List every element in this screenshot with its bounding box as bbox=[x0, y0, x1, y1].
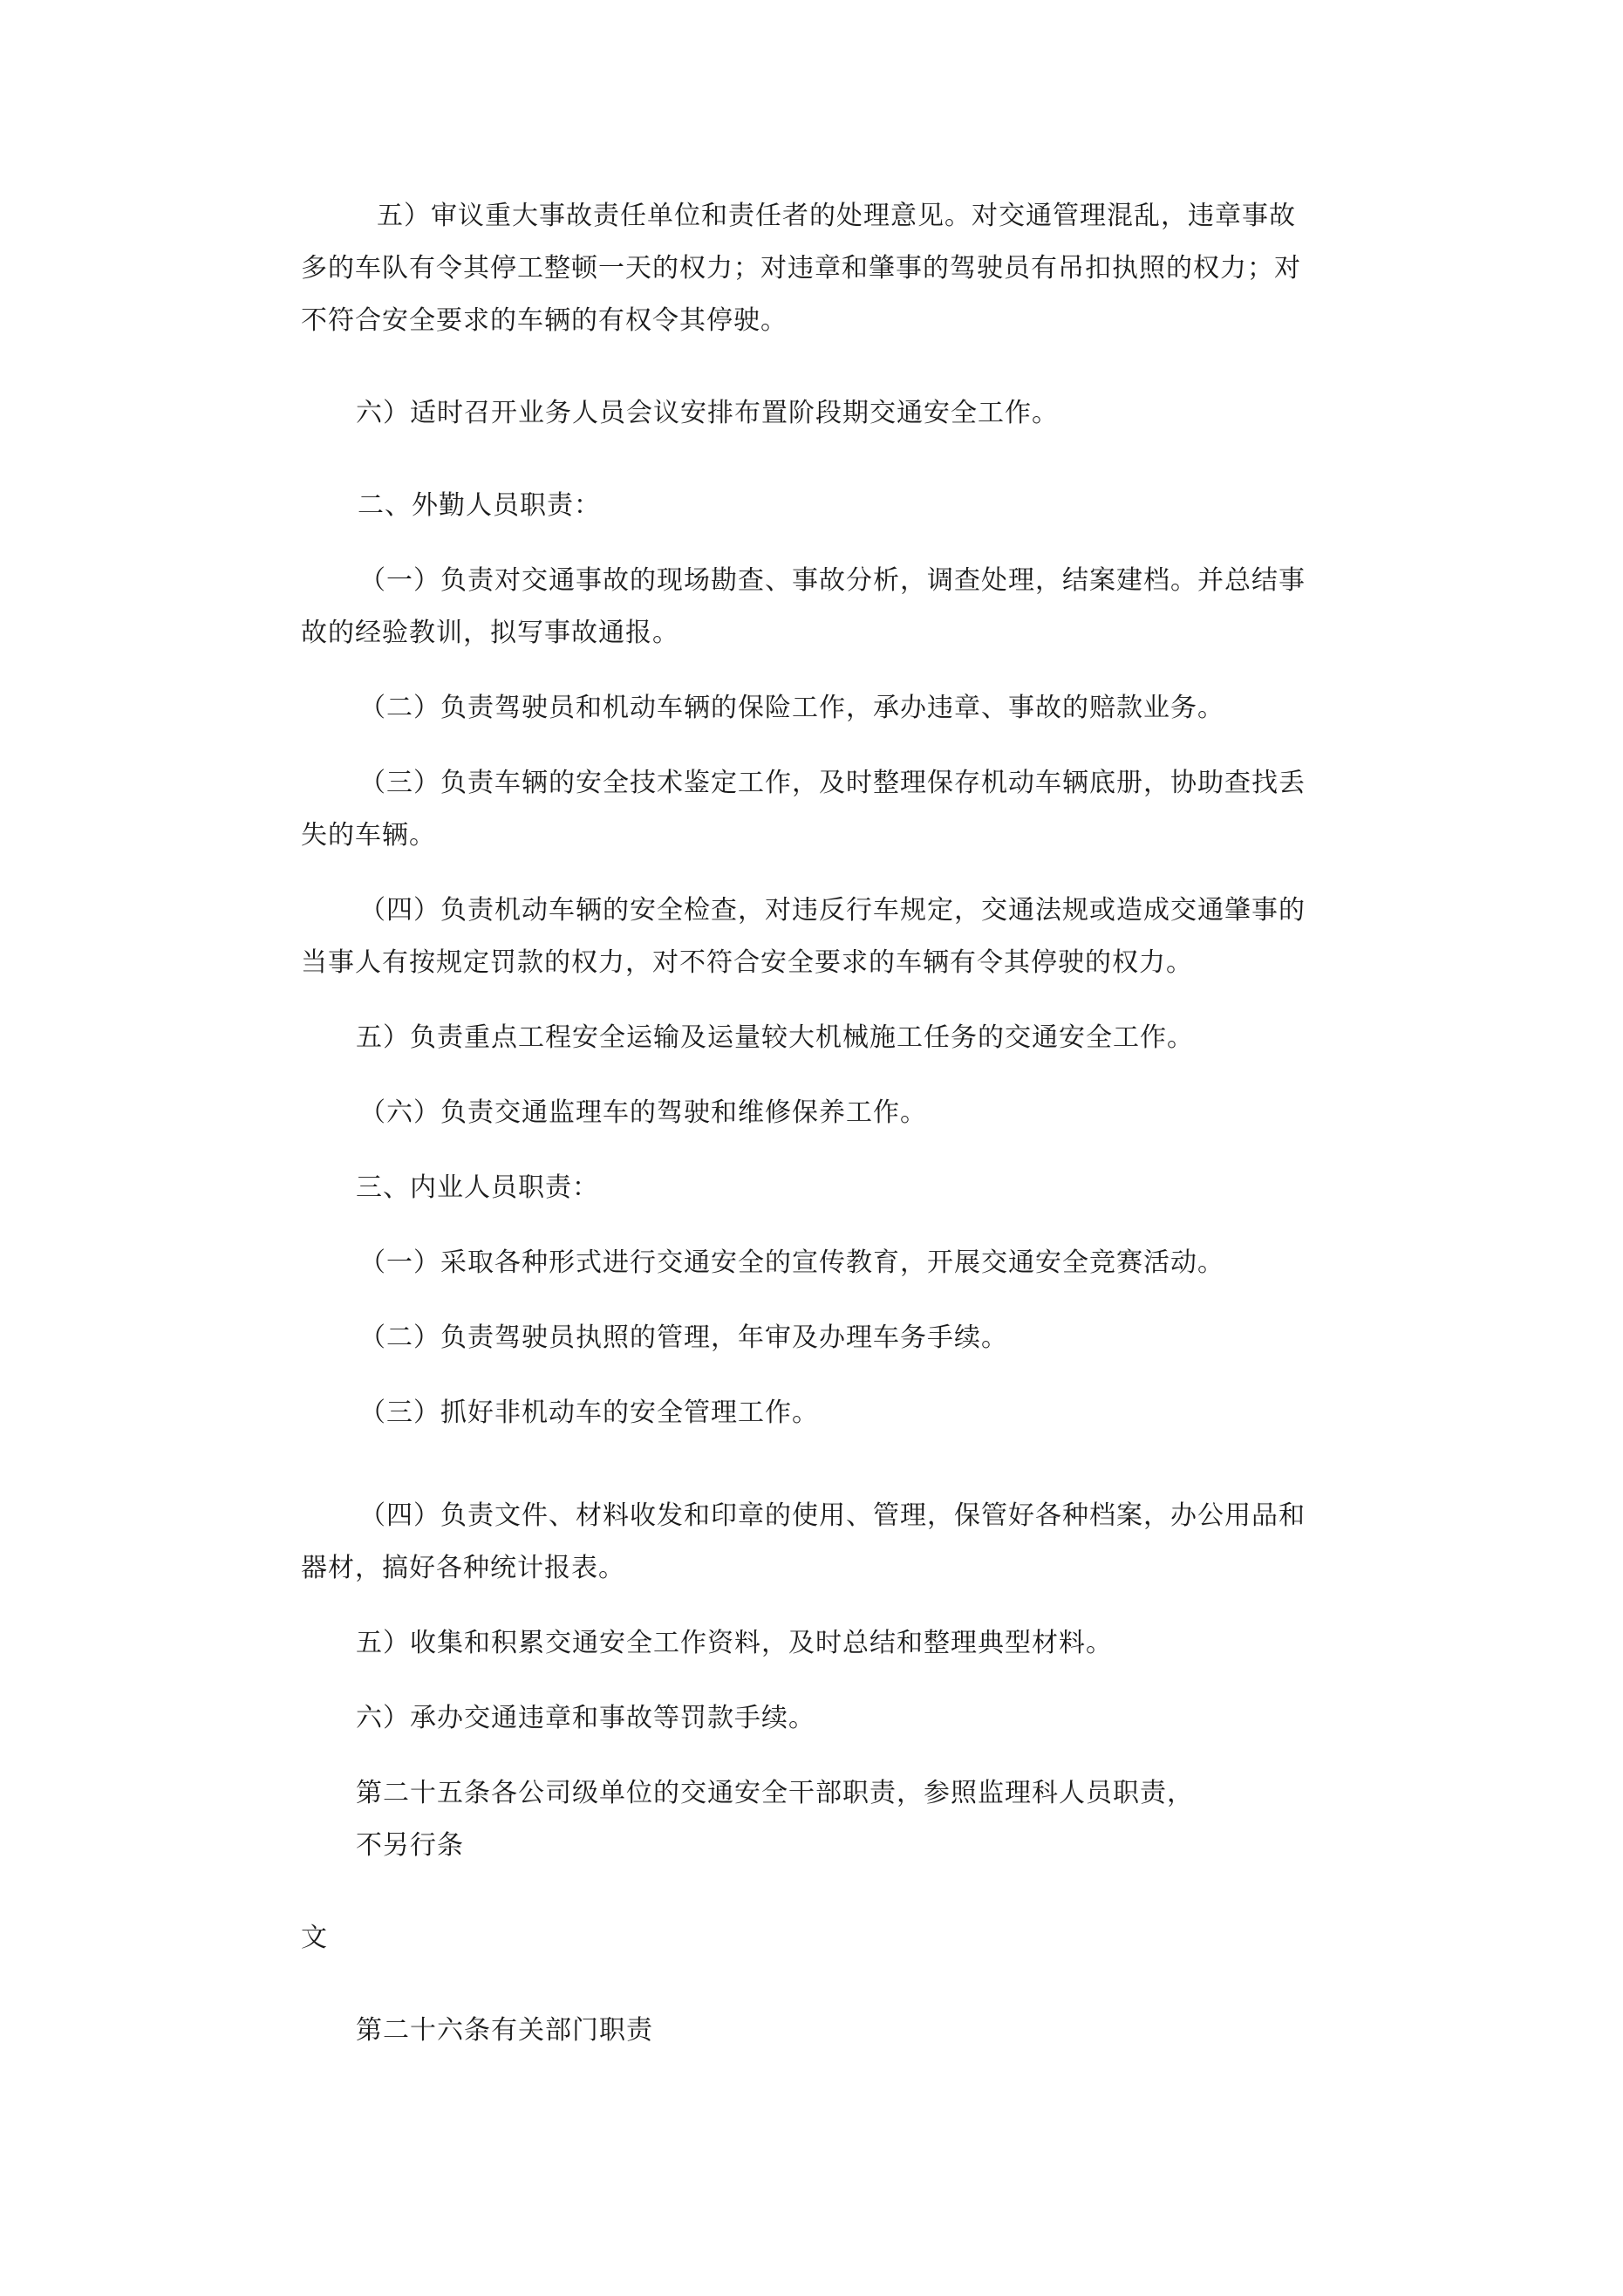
text-line: （一）负责对交通事故的现场勘查、事故分析，调查处理，结案建档。并总结事 bbox=[359, 565, 1306, 596]
text-line: 多的车队有令其停工整顿一天的权力；对违章和肇事的驾驶员有吊扣执照的权力；对 bbox=[301, 253, 1301, 284]
text-line: （三）负责车辆的安全技术鉴定工作，及时整理保存机动车辆底册，协助查找丢 bbox=[359, 768, 1306, 798]
text-line: （四）负责机动车辆的安全检查，对违反行车规定，交通法规或造成交通肇事的 bbox=[359, 895, 1306, 926]
text-line: （二）负责驾驶员执照的管理，年审及办理车务手续。 bbox=[359, 1322, 1008, 1353]
text-line: 器材，搞好各种统计报表。 bbox=[301, 1553, 625, 1583]
text-line: 第二十五条各公司级单位的交通安全干部职责，参照监理科人员职责， bbox=[356, 1778, 1194, 1808]
text-line: 三、内业人员职责： bbox=[356, 1172, 599, 1203]
text-line: 不另行条 bbox=[356, 1830, 464, 1861]
text-line: 二、外勤人员职责： bbox=[358, 490, 601, 521]
text-line: 第二十六条有关部门职责 bbox=[356, 2015, 653, 2046]
text-line: 六）承办交通违章和事故等罚款手续。 bbox=[356, 1703, 815, 1733]
text-line: 五）收集和积累交通安全工作资料，及时总结和整理典型材料。 bbox=[356, 1628, 1113, 1658]
text-line: 文 bbox=[301, 1923, 328, 1953]
text-line: 故的经验教训，拟写事故通报。 bbox=[301, 618, 679, 648]
text-line: （六）负责交通监理车的驾驶和维修保养工作。 bbox=[359, 1097, 927, 1128]
text-line: 当事人有按规定罚款的权力，对不符合安全要求的车辆有令其停驶的权力。 bbox=[301, 947, 1193, 978]
text-line: 五）负责重点工程安全运输及运量较大机械施工任务的交通安全工作。 bbox=[356, 1022, 1194, 1053]
text-line: （二）负责驾驶员和机动车辆的保险工作，承办违章、事故的赔款业务。 bbox=[359, 693, 1224, 723]
text-line: （一）采取各种形式进行交通安全的宣传教育，开展交通安全竞赛活动。 bbox=[359, 1247, 1224, 1278]
text-line: （三）抓好非机动车的安全管理工作。 bbox=[359, 1397, 819, 1428]
text-line: 五）审议重大事故责任单位和责任者的处理意见。对交通管理混乱，违章事故 bbox=[377, 201, 1296, 231]
text-line: 失的车辆。 bbox=[301, 820, 436, 851]
text-line: 六）适时召开业务人员会议安排布置阶段期交通安全工作。 bbox=[356, 398, 1059, 428]
text-line: 不符合安全要求的车辆的有权令其停驶。 bbox=[301, 305, 788, 336]
text-line: （四）负责文件、材料收发和印章的使用、管理，保管好各种档案，办公用品和 bbox=[359, 1500, 1306, 1531]
